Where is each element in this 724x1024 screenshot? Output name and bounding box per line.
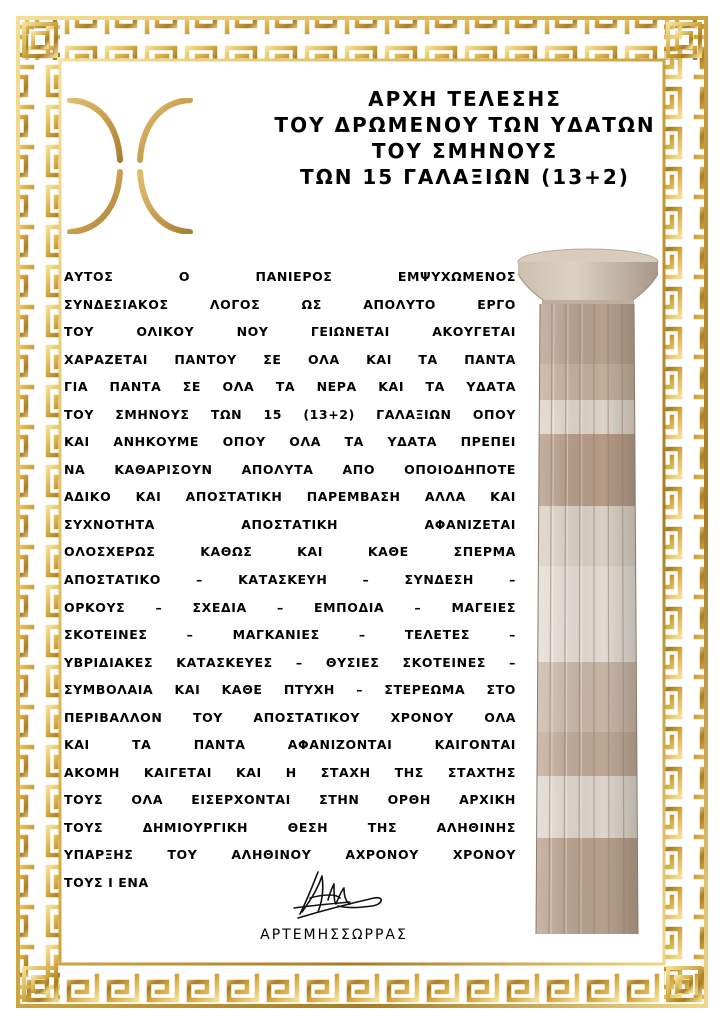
body-line: ΝΑ ΚΑΘΑΡΙΣΟΥΝ ΑΠΟΛΥΤΑ ΑΠΟ ΟΠΟΙΟΔΗΠΟΤΕ <box>64 461 516 477</box>
body-line: ΑΚΟΜΗ ΚΑΙΓΕΤΑΙ ΚΑΙ Η ΣΤΑΧΗ ΤΗΣ ΣΤΑΧΤΗΣ <box>64 764 516 780</box>
body-line: ΑΠΟΣΤΑΤΙΚΟ – ΚΑΤΑΣΚΕΥΗ – ΣΥΝΔΕΣΗ – <box>64 572 516 588</box>
body-line: ΣΥΜΒΟΛΑΙΑ ΚΑΙ ΚΑΘΕ ΠΤΥΧΗ – ΣΤΕΡΕΩΜΑ ΣΤΟ <box>64 682 516 698</box>
body-text <box>64 263 516 897</box>
handwritten-signature <box>288 868 386 922</box>
body-line: ΑΥΤΟΣ Ο ΠΑΝΙΕΡΟΣ ΕΜΨΥΧΩΜΕΝΟΣ <box>64 269 516 284</box>
sun-symbol-emblem <box>62 98 198 234</box>
body-line: ΟΡΚΟΥΣ – ΣΧΕΔΙΑ – ΕΜΠΟΔΙΑ – ΜΑΓΕΙΕΣ <box>64 599 516 615</box>
body-line: ΤΟΥ ΣΜΗΝΟΥΣ ΤΩΝ 15 (13+2) ΓΑΛΑΞΙΩΝ ΟΠΟΥ <box>64 406 516 422</box>
body-line: ΣΚΟΤΕΙΝΕΣ – ΜΑΓΚΑΝΙΕΣ – ΤΕΛΕΤΕΣ – <box>64 627 516 643</box>
body-line: ΤΟΥΣ Ι ΕΝΑ <box>64 875 149 891</box>
body-line: ΤΟΥΣ ΟΛΑ ΕΙΣΕΡΧΟΝΤΑΙ ΣΤΗΝ ΟΡΘΗ ΑΡΧΙΚΗ <box>64 792 516 808</box>
body-line: ΟΛΟΣΧΕΡΩΣ ΚΑΘΩΣ ΚΑΙ ΚΑΘΕ ΣΠΕΡΜΑ <box>64 544 516 560</box>
body-line: ΓΙΑ ΠΑΝΤΑ ΣΕ ΟΛΑ ΤΑ ΝΕΡΑ ΚΑΙ ΤΑ ΥΔΑΤΑ <box>64 379 516 395</box>
document-title <box>250 86 680 190</box>
body-line: ΣΥΧΝΟΤΗΤΑ ΑΠΟΣΤΑΤΙΚΗ ΑΦΑΝΙΖΕΤΑΙ <box>64 516 516 532</box>
doric-column-image <box>512 244 664 934</box>
body-line: ΤΟΥΣ ΔΗΜΙΟΥΡΓΙΚΗ ΘΕΣΗ ΤΗΣ ΑΛΗΘΙΝΗΣ <box>64 819 516 835</box>
signature-name: ΑΡΤΕΜΗΣΣΩΡΡΑΣ <box>260 927 408 943</box>
body-line: ΚΑΙ ΤΑ ΠΑΝΤΑ ΑΦΑΝΙΖΟΝΤΑΙ ΚΑΙΓΟΝΤΑΙ <box>64 737 516 753</box>
title-line-1: ΑΡΧΗ ΤΕΛΕΣΗΣ <box>368 87 562 111</box>
title-line-3: ΤΟΥ ΣΜΗΝΟΥΣ <box>371 139 559 163</box>
body-line: ΤΟΥ ΟΛΙΚΟΥ ΝΟΥ ΓΕΙΩΝΕΤΑΙ ΑΚΟΥΓΕΤΑΙ <box>64 324 516 340</box>
body-line: ΥΒΡΙΔΙΑΚΕΣ ΚΑΤΑΣΚΕΥΕΣ – ΘΥΣΙΕΣ ΣΚΟΤΕΙΝΕΣ – <box>64 654 516 670</box>
body-line: ΠΕΡΙΒΑΛΛΟΝ ΤΟΥ ΑΠΟΣΤΑΤΙΚΟΥ ΧΡΟΝΟΥ ΟΛΑ <box>64 709 516 725</box>
body-line: ΚΑΙ ΑΝΗΚΟΥΜΕ ΟΠΟΥ ΟΛΑ ΤΑ ΥΔΑΤΑ ΠΡΕΠΕΙ <box>64 434 516 450</box>
title-line-4: ΤΩΝ 15 ΓΑΛΑΞΙΩΝ (13+2) <box>300 165 630 189</box>
body-line: ΥΠΑΡΞΗΣ ΤΟΥ ΑΛΗΘΙΝΟΥ ΑΧΡΟΝΟΥ ΧΡΟΝΟΥ <box>64 847 516 863</box>
body-line: ΣΥΝΔΕΣΙΑΚΟΣ ΛΟΓΟΣ ΩΣ ΑΠΟΛΥΤΟ ΕΡΓΟ <box>64 296 516 312</box>
body-line: ΑΔΙΚΟ ΚΑΙ ΑΠΟΣΤΑΤΙΚΗ ΠΑΡΕΜΒΑΣΗ ΑΛΛΑ ΚΑΙ <box>64 489 516 505</box>
title-line-2: ΤΟΥ ΔΡΩΜΕΝΟΥ ΤΩΝ ΥΔΑΤΩΝ <box>274 113 656 137</box>
body-line: ΧΑΡΑΖΕΤΑΙ ΠΑΝΤΟΥ ΣΕ ΟΛΑ ΚΑΙ ΤΑ ΠΑΝΤΑ <box>64 351 516 367</box>
